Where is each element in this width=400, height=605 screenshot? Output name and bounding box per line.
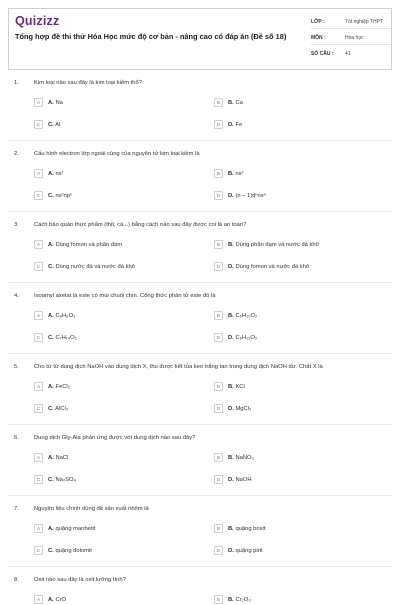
option-label: B. xyxy=(228,312,234,319)
worksheet-header xyxy=(8,8,392,70)
option-letter-box: A xyxy=(34,382,43,391)
question-divider xyxy=(8,211,392,212)
meta-row-count xyxy=(311,47,391,60)
question-number: 3. xyxy=(14,222,19,228)
question-text: Oxit nào sau đây là oxit lưỡng tính? xyxy=(34,577,126,583)
option-value: quặng boxit xyxy=(235,525,266,532)
option-text xyxy=(228,193,266,199)
question-text: Kim loại nào sau đây là kim loại kiềm thổ? xyxy=(34,80,142,86)
option-label: A. xyxy=(48,383,54,390)
option-letter-box: C xyxy=(34,262,43,271)
option-value: ns²np¹ xyxy=(55,192,72,199)
option-value: C₇H₁₄O₂ xyxy=(55,334,77,341)
question-number: 5. xyxy=(14,364,19,370)
option-text xyxy=(48,264,135,270)
document-title: Tổng hợp đề thi thử Hóa Học mức độ cơ bản - nâng cao có đáp án (Đề số 18) xyxy=(15,32,287,41)
option-value: Fe xyxy=(235,121,243,128)
option-label: A. xyxy=(48,312,54,319)
option-value: ns² xyxy=(235,170,244,177)
option-letter-box: B xyxy=(214,524,223,533)
option-text xyxy=(228,548,263,554)
option-letter-box: B xyxy=(214,98,223,107)
answer-option-d[interactable] xyxy=(214,261,309,272)
meta-row-class xyxy=(311,15,391,29)
question-text: Dung dịch Gly-Ala phản ứng được với dung dịch nào sau đây? xyxy=(34,435,196,441)
option-text xyxy=(228,100,243,106)
option-letter-box: B xyxy=(214,240,223,249)
answer-option-a[interactable] xyxy=(34,523,95,534)
meta-row-subject xyxy=(311,31,391,45)
option-text xyxy=(48,122,60,128)
option-value: Dùng fomon và nước đá khô xyxy=(235,263,310,270)
option-text xyxy=(228,313,257,319)
option-text xyxy=(228,242,319,248)
question-divider xyxy=(8,140,392,141)
question-divider xyxy=(8,566,392,567)
option-text xyxy=(48,193,72,199)
option-text xyxy=(48,384,70,390)
answer-option-a[interactable] xyxy=(34,239,122,250)
meta-value: Tốt nghiệp THPT xyxy=(345,18,383,25)
option-value: FeCl₃ xyxy=(55,383,71,390)
question-number: 4. xyxy=(14,293,19,299)
answer-option-b[interactable] xyxy=(214,310,257,321)
option-label: C. xyxy=(48,476,54,483)
option-text xyxy=(228,406,251,412)
option-label: B. xyxy=(228,241,234,248)
option-text xyxy=(228,477,252,483)
option-label: D. xyxy=(228,334,234,341)
option-label: C. xyxy=(48,263,54,270)
answer-option-a[interactable] xyxy=(34,97,63,108)
option-text xyxy=(48,455,68,461)
option-value: CrO xyxy=(55,596,67,603)
option-value: quặng đolomit xyxy=(55,547,92,554)
question-text: Cấu hình electron lớp ngoài cùng của nguyên tử kim loại kiềm là xyxy=(34,151,200,157)
option-text xyxy=(48,171,64,177)
option-value: Al xyxy=(55,121,61,128)
option-text xyxy=(228,122,242,128)
option-label: B. xyxy=(228,525,234,532)
option-letter-box: D xyxy=(214,333,223,342)
meta-value: Hóa học xyxy=(345,34,364,41)
answer-option-d[interactable] xyxy=(214,545,263,556)
meta-value: 41 xyxy=(345,50,351,57)
option-text xyxy=(228,264,309,270)
option-letter-box: A xyxy=(34,98,43,107)
answer-option-a[interactable] xyxy=(34,168,64,179)
question-divider xyxy=(8,495,392,496)
option-label: A. xyxy=(48,170,54,177)
option-letter-box: D xyxy=(214,120,223,129)
option-letter-box: A xyxy=(34,524,43,533)
option-value: NaNO₃ xyxy=(235,454,254,461)
question-divider xyxy=(8,282,392,283)
answer-option-d[interactable] xyxy=(214,190,266,201)
option-value: Na₂SO₄ xyxy=(55,476,76,483)
answer-option-b[interactable] xyxy=(214,452,254,463)
option-label: C. xyxy=(48,334,54,341)
question-number: 8. xyxy=(14,577,19,583)
answer-option-d[interactable] xyxy=(214,332,257,343)
option-value: Dùng nước đá và nước đá khô xyxy=(55,263,135,270)
option-value: Cr₂O₃ xyxy=(235,596,251,603)
answer-option-a[interactable] xyxy=(34,381,70,392)
option-label: D. xyxy=(228,121,234,128)
option-letter-box: D xyxy=(214,475,223,484)
option-label: C. xyxy=(48,192,54,199)
option-value: NaCl xyxy=(55,454,69,461)
answer-option-d[interactable] xyxy=(214,403,251,414)
option-text xyxy=(48,548,92,554)
option-text xyxy=(228,455,254,461)
meta-info xyxy=(311,15,391,62)
option-text xyxy=(48,242,122,248)
question-number: 7. xyxy=(14,506,19,512)
option-value: C₆H₁₂O₂ xyxy=(235,334,258,341)
meta-label: MÔN : xyxy=(311,34,326,41)
option-letter-box: A xyxy=(34,595,43,604)
answer-option-c[interactable] xyxy=(34,190,72,201)
option-text xyxy=(48,313,75,319)
option-label: C. xyxy=(48,547,54,554)
option-label: D. xyxy=(228,263,234,270)
option-label: A. xyxy=(48,525,54,532)
option-letter-box: C xyxy=(34,333,43,342)
option-label: C. xyxy=(48,405,54,412)
option-text xyxy=(48,335,77,341)
option-text xyxy=(228,335,257,341)
option-text xyxy=(48,406,68,412)
question-text: Nguyên liệu chính dùng để sản xuất nhôm là xyxy=(34,506,149,512)
meta-label: LỚP : xyxy=(311,18,325,25)
option-label: B. xyxy=(228,170,234,177)
answer-option-c[interactable] xyxy=(34,119,60,130)
answer-option-b[interactable] xyxy=(214,97,243,108)
option-letter-box: B xyxy=(214,311,223,320)
option-letter-box: C xyxy=(34,120,43,129)
question-number: 1. xyxy=(14,80,19,86)
option-label: A. xyxy=(48,241,54,248)
question-text: Isoamyl axetat là este có mùi chuối chín. Công thức phân tử este đó là xyxy=(34,293,216,299)
option-label: A. xyxy=(48,99,54,106)
option-value: Dùng phân đạm và nước đá khô xyxy=(235,241,319,248)
question-text: Cho từ từ dung dịch NaOH vào dung dịch X, thu được kết tủa keo trắng tan trong dung dịch NaOH dư. Chất X là xyxy=(34,364,323,370)
option-letter-box: C xyxy=(34,404,43,413)
option-value: quặng pirit xyxy=(235,547,263,554)
option-label: B. xyxy=(228,383,234,390)
option-letter-box: D xyxy=(214,546,223,555)
answer-option-b[interactable] xyxy=(214,381,245,392)
option-value: AlCl₃ xyxy=(55,405,69,412)
answer-option-c[interactable] xyxy=(34,332,77,343)
answer-option-d[interactable] xyxy=(214,119,242,130)
option-label: B. xyxy=(228,596,234,603)
option-text xyxy=(228,526,265,532)
option-letter-box: B xyxy=(214,382,223,391)
option-letter-box: D xyxy=(214,404,223,413)
option-label: D. xyxy=(228,476,234,483)
meta-label: SỐ CÂU : xyxy=(311,50,334,57)
answer-option-a[interactable] xyxy=(34,452,68,463)
option-label: B. xyxy=(228,99,234,106)
option-value: C₄H₈O₂ xyxy=(55,312,76,319)
answer-option-b[interactable] xyxy=(214,523,265,534)
option-letter-box: D xyxy=(214,191,223,200)
option-label: C. xyxy=(48,121,54,128)
option-letter-box: C xyxy=(34,191,43,200)
option-value: NaOH xyxy=(235,476,252,483)
question-number: 2. xyxy=(14,151,19,157)
option-text xyxy=(48,100,63,106)
question-divider xyxy=(8,353,392,354)
option-letter-box: D xyxy=(214,262,223,271)
option-letter-box: C xyxy=(34,546,43,555)
option-value: Ca xyxy=(235,99,243,106)
answer-option-c[interactable] xyxy=(34,261,135,272)
quizizz-logo: Quizizz xyxy=(15,14,60,28)
option-label: A. xyxy=(48,596,54,603)
option-value: quặng manhetit xyxy=(55,525,96,532)
option-letter-box: C xyxy=(34,475,43,484)
option-label: D. xyxy=(228,405,234,412)
answer-option-d[interactable] xyxy=(214,474,252,485)
option-value: Dùng fomon và phân đạm xyxy=(55,241,123,248)
option-letter-box: B xyxy=(214,169,223,178)
answer-option-c[interactable] xyxy=(34,545,92,556)
question-number: 6. xyxy=(14,435,19,441)
option-letter-box: A xyxy=(34,311,43,320)
answer-option-b[interactable] xyxy=(214,239,319,250)
option-label: D. xyxy=(228,192,234,199)
option-value: C₅H₁₀O₂ xyxy=(235,312,258,319)
option-value: (n – 1)dⁿnsⁿ xyxy=(235,192,266,199)
option-label: D. xyxy=(228,547,234,554)
option-text xyxy=(48,477,76,483)
question-divider xyxy=(8,424,392,425)
question-text: Cách bảo quản thực phẩm (thịt, cá...) bằng cách nào sau đây được coi là an toàn? xyxy=(34,222,247,228)
option-label: A. xyxy=(48,454,54,461)
answer-option-c[interactable] xyxy=(34,474,76,485)
option-letter-box: B xyxy=(214,595,223,604)
option-text xyxy=(228,384,245,390)
option-value: Na xyxy=(55,99,63,106)
option-letter-box: B xyxy=(214,453,223,462)
option-text xyxy=(48,526,95,532)
answer-option-b[interactable] xyxy=(214,168,244,179)
option-letter-box: A xyxy=(34,240,43,249)
option-value: MgCl₂ xyxy=(235,405,252,412)
option-value: ns¹ xyxy=(55,170,64,177)
option-label: B. xyxy=(228,454,234,461)
answer-option-a[interactable] xyxy=(34,310,75,321)
option-value: KCl xyxy=(235,383,245,390)
option-letter-box: A xyxy=(34,453,43,462)
option-letter-box: A xyxy=(34,169,43,178)
answer-option-c[interactable] xyxy=(34,403,68,414)
option-text xyxy=(228,171,244,177)
